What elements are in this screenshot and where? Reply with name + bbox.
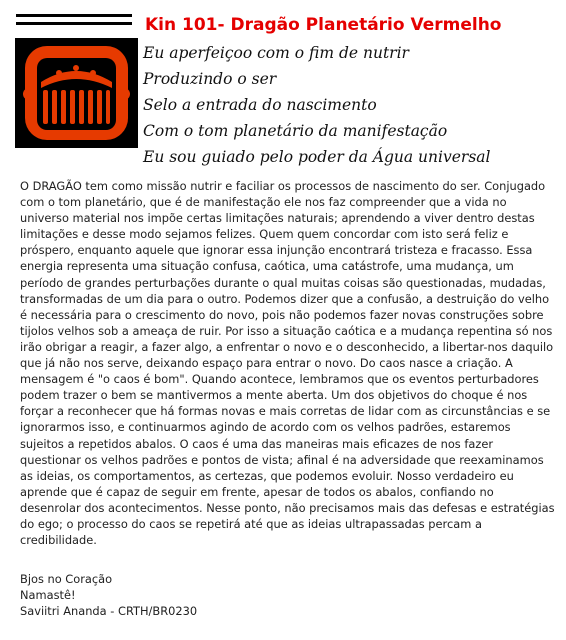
affirmation-line-2: Produzindo o ser bbox=[143, 70, 277, 88]
closing-namaste: Namastê! bbox=[20, 588, 76, 602]
affirmation-line-3: Selo a entrada do nascimento bbox=[143, 96, 377, 114]
body-paragraph: O DRAGÃO tem como missão nutrir e faciliar os processos de nascimento do ser. Conjugado com o tom planetário, que é de manifestação ele nos faz compreender que a vida no universo material nos impõe certas limitações naturais; aprendendo a viver dentro destas limitações e desse modo sejamos felizes. Quem quem concordar com isto será feliz e próspero, enquanto aquele que ignorar essa injunção encontrará tristeza e fracasso. Essa energia representa uma situação confusa, caótica, uma catástrofe, uma mudança, um período de grandes perturbações durante o qual muitas coisas são questionadas, mudadas, transformadas de um dia para o outro. Podemos dizer que a confusão, a destruição do velho é necessária para o crescimento do novo, pois não podemos fazer novas construções sobre tijolos velhos sob a ameaça de ruir. Por isso a situação caótica e a mudança repentina só nos irão obrigar a reagir, a fazer algo, a enfrentar o novo e o desconhecido, a libertar-nos daquilo que já não nos serve, deixando espaço para entrar o novo. Do caos nasce a criação. A mensagem é "o caos é bom". Quando acontece, lembramos que os eventos perturbadores podem trazer o bem se mantivermos a mente aberta. Um dos objetivos do choque é nos forçar a reconhecer que há formas novas e mais corretas de lidar com as circunstâncias e se ignorarmos isso, e continuarmos agindo de acordo com os velhos padrões, estaremos sujeitos a repetidos abalos. O caos é uma das maneiras mais eficazes de nos fazer questionar os velhos padrões e pontos de vista; afinal é na adversidade que reexaminamos as ideias, os comportamentos, as certezas, que podemos evoluir. Nosso verdadeiro eu aprende que é capaz de seguir em frente, apesar de todos os abalos, confiando no desenrolar dos acontecimentos. Nesse ponto, não precisamos mais das defesas e estratégias do ego; o processo do caos se repetirá até que as ideias ultrapassadas percam a credibilidade. bbox=[20, 179, 555, 548]
glyph-dot-left bbox=[56, 70, 62, 76]
affirmation-line-1: Eu aperfeiçoo com o fim de nutrir bbox=[143, 44, 409, 62]
glyph-dot-center bbox=[73, 65, 79, 71]
header-rule-top bbox=[16, 14, 132, 17]
glyph-dot-right bbox=[90, 70, 96, 76]
signature: Saviitri Ananda - CRTH/BR0230 bbox=[20, 604, 198, 618]
red-dragon-glyph-icon bbox=[15, 38, 138, 148]
affirmation-line-5: Eu sou guiado pelo poder da Água universal bbox=[143, 148, 491, 166]
header-rule-bottom bbox=[16, 22, 132, 25]
closing-greeting: Bjos no Coração bbox=[20, 572, 113, 586]
glyph-right-lobe bbox=[118, 88, 130, 100]
glyph-left-lobe bbox=[23, 88, 35, 100]
kin-title: Kin 101- Dragão Planetário Vermelho bbox=[145, 15, 502, 35]
affirmation-line-4: Com o tom planetário da manifestação bbox=[143, 122, 448, 140]
dragon-glyph-svg bbox=[15, 38, 138, 148]
